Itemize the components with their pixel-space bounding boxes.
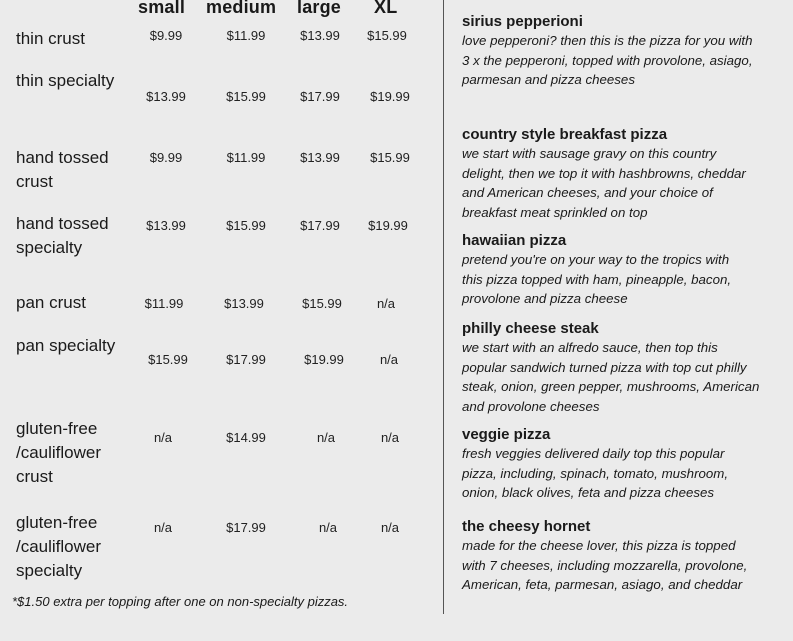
price-large: $17.99 <box>300 218 340 233</box>
crust-name: hand tossed crust <box>16 148 109 191</box>
price-large: $15.99 <box>302 296 342 311</box>
pizza-description: fresh veggies delivered daily top this popular pizza, including, spinach, tomato, mushroom, onion, black olives, feta and pizza cheeses <box>462 446 729 500</box>
pizza-title: veggie pizza <box>462 426 551 443</box>
topping-footnote: *$1.50 extra per topping after one on non-specialty pizzas. <box>12 594 349 609</box>
pizza-title: philly cheese steak <box>462 320 599 337</box>
price-large: $13.99 <box>300 28 340 43</box>
price-medium: $17.99 <box>226 520 266 535</box>
price-medium: $15.99 <box>226 218 266 233</box>
price-xl: n/a <box>380 520 400 535</box>
crust-name: thin crust <box>16 29 85 48</box>
price-medium: $17.99 <box>226 352 266 367</box>
price-medium: $11.99 <box>226 150 266 165</box>
size-header-xl: XL <box>374 0 398 17</box>
price-large: $19.99 <box>304 352 344 367</box>
price-medium: $15.99 <box>226 89 266 104</box>
size-header-large: large <box>297 0 342 17</box>
crust-name: gluten-free /cauliflower specialty <box>16 513 102 580</box>
pizza-title: country style breakfast pizza <box>462 126 668 143</box>
column-divider <box>443 0 444 614</box>
price-small: n/a <box>153 430 173 445</box>
pizza-item <box>462 320 782 416</box>
crust-name: hand tossed specialty <box>16 214 109 257</box>
price-small: $13.99 <box>146 89 186 104</box>
pizza-title: hawaiian pizza <box>462 232 567 249</box>
price-small: $9.99 <box>149 150 183 165</box>
price-medium: $14.99 <box>226 430 266 445</box>
pizza-description: we start with an alfredo sauce, then top this popular sandwich turned pizza with top cut philly steak, onion, green pepper, mushrooms, American and provolone cheeses <box>462 340 760 414</box>
crust-name: gluten-free /cauliflower crust <box>16 419 102 486</box>
size-header-small: small <box>138 0 186 17</box>
price-medium: $11.99 <box>226 28 266 43</box>
pizza-item <box>462 518 782 595</box>
crust-name: thin specialty <box>16 71 115 90</box>
pizza-description: we start with sausage gravy on this country delight, then we top it with hashbrowns, cheddar and American cheeses, and your choice of breakfast meat sprinkled on top <box>462 146 746 220</box>
pizza-item <box>462 126 782 222</box>
crust-name: pan crust <box>16 293 86 312</box>
price-large: $13.99 <box>300 150 340 165</box>
price-small: n/a <box>153 520 173 535</box>
size-header-medium: medium <box>206 0 277 17</box>
price-xl: n/a <box>380 430 400 445</box>
pizza-item <box>462 426 782 503</box>
pizza-item <box>462 232 782 309</box>
price-xl: $15.99 <box>370 150 410 165</box>
price-xl: $19.99 <box>370 89 410 104</box>
price-large: n/a <box>318 520 338 535</box>
crust-name: pan specialty <box>16 336 116 355</box>
pizza-title: sirius pepperioni <box>462 13 583 30</box>
price-large: n/a <box>316 430 336 445</box>
price-medium: $13.99 <box>224 296 264 311</box>
pizza-description: made for the cheese lover, this pizza is topped with 7 cheeses, including mozzarella, provolone, American, feta, parmesan, asiago, and cheddar <box>462 538 748 592</box>
price-xl: $15.99 <box>367 28 407 43</box>
pizza-description: pretend you're on your way to the tropics with this pizza topped with ham, pineapple, bacon, provolone and pizza cheese <box>462 252 732 306</box>
pizza-description: love pepperoni? then this is the pizza for you with 3 x the pepperoni, topped with provolone, asiago, parmesan and pizza cheeses <box>462 33 753 87</box>
pizza-item <box>462 13 782 90</box>
pizza-title: the cheesy hornet <box>462 518 591 535</box>
price-small: $11.99 <box>144 296 184 311</box>
price-xl: n/a <box>379 352 399 367</box>
price-small: $9.99 <box>149 28 183 43</box>
price-small: $15.99 <box>148 352 188 367</box>
price-large: $17.99 <box>300 89 340 104</box>
price-small: $13.99 <box>146 218 186 233</box>
price-xl: $19.99 <box>368 218 408 233</box>
price-xl: n/a <box>376 296 396 311</box>
